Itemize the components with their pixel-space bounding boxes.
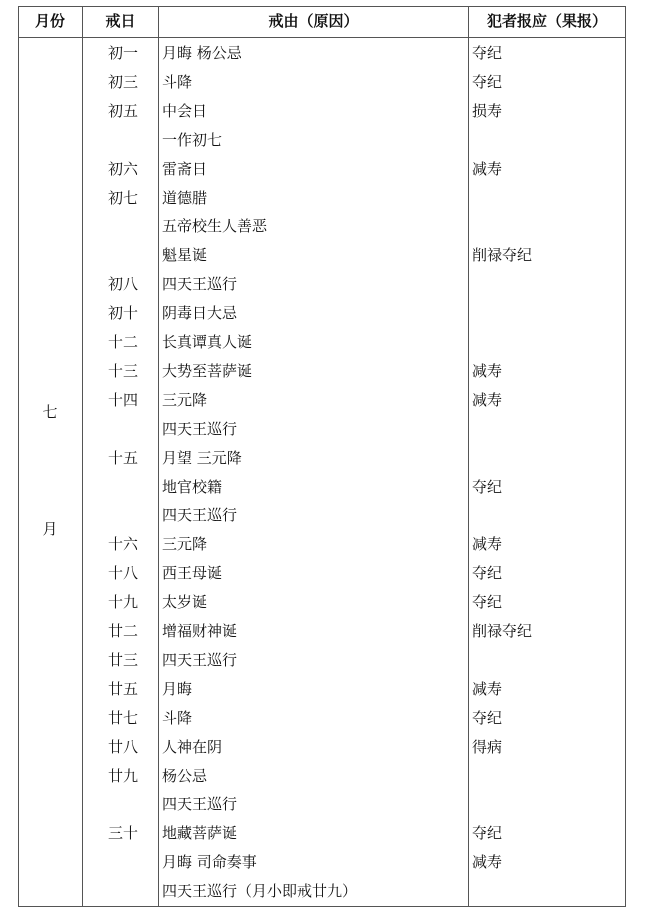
- table-cell-result: 夺纪: [472, 478, 503, 496]
- table-cell-result: 夺纪: [472, 564, 503, 582]
- table-cell-reason: 太岁诞: [162, 593, 208, 611]
- col-divider-reason: [468, 6, 469, 907]
- table-cell-day: 初八: [107, 275, 138, 293]
- table-cell-result: 夺纪: [472, 73, 503, 91]
- table-cell-result: 削禄夺纪: [472, 622, 533, 640]
- header-bottom-border: [18, 37, 626, 38]
- table-cell-reason: 大势至菩萨诞: [162, 362, 253, 380]
- table-cell-day: 三十: [107, 824, 138, 842]
- table-cell-reason: 道德腊: [162, 189, 208, 207]
- table-cell-reason: 三元降: [162, 391, 208, 409]
- table-cell-reason: 月望 三元降: [162, 449, 242, 467]
- table-cell-day: 十三: [107, 362, 138, 380]
- table-cell-result: 减寿: [472, 535, 503, 553]
- table-cell-day: 廿二: [107, 622, 138, 640]
- table-cell-result: 减寿: [472, 853, 503, 871]
- month-label-char-2: 月: [42, 520, 58, 538]
- table-cell-reason: 人神在阴: [162, 738, 223, 756]
- table-cell-day: 廿三: [107, 651, 138, 669]
- table-cell-reason: 四天王巡行: [162, 651, 238, 669]
- table-cell-reason: 长真谭真人诞: [162, 333, 253, 351]
- table-cell-reason: 三元降: [162, 535, 208, 553]
- table-cell-day: 初六: [107, 160, 138, 178]
- table-cell-result: 减寿: [472, 391, 503, 409]
- table-cell-reason: 斗降: [162, 709, 193, 727]
- table-cell-reason: 雷斋日: [162, 160, 208, 178]
- table-cell-reason: 地藏菩萨诞: [162, 824, 238, 842]
- precept-table: [18, 6, 626, 907]
- table-cell-day: 廿九: [107, 767, 138, 785]
- table-cell-result: 夺纪: [472, 709, 503, 727]
- table-right-border: [625, 6, 626, 907]
- table-cell-result: 得病: [472, 738, 503, 756]
- month-label-char-1: 七: [42, 403, 58, 421]
- table-cell-reason: 四天王巡行: [162, 275, 238, 293]
- header-reason: 戒由（原因）: [268, 12, 359, 30]
- table-cell-day: 十九: [107, 593, 138, 611]
- table-cell-day: 初十: [107, 304, 138, 322]
- table-cell-reason: 月晦: [162, 680, 193, 698]
- table-cell-day: 十六: [107, 535, 138, 553]
- table-cell-reason: 增福财神诞: [162, 622, 238, 640]
- table-cell-day: 廿八: [107, 738, 138, 756]
- table-cell-result: 减寿: [472, 160, 503, 178]
- table-cell-result: 夺纪: [472, 824, 503, 842]
- col-divider-month: [82, 6, 83, 907]
- table-cell-day: 初三: [107, 73, 138, 91]
- table-cell-day: 初一: [107, 44, 138, 62]
- table-cell-reason: 西王母诞: [162, 564, 223, 582]
- header-day: 戒日: [105, 12, 136, 30]
- table-cell-day: 十八: [107, 564, 138, 582]
- table-cell-reason: 阴毒日大忌: [162, 304, 238, 322]
- table-bottom-border: [18, 906, 626, 907]
- header-month: 月份: [34, 12, 65, 30]
- table-cell-reason: 四天王巡行（月小即戒廿九）: [162, 882, 358, 900]
- table-cell-reason: 四天王巡行: [162, 795, 238, 813]
- table-cell-day: 初五: [107, 102, 138, 120]
- table-cell-reason: 中会日: [162, 102, 208, 120]
- table-cell-day: 初七: [107, 189, 138, 207]
- table-cell-reason: 月晦 司命奏事: [162, 853, 257, 871]
- table-left-border: [18, 6, 19, 907]
- table-cell-day: 十二: [107, 333, 138, 351]
- table-cell-reason: 杨公忌: [162, 767, 208, 785]
- table-cell-day: 廿七: [107, 709, 138, 727]
- table-cell-reason: 月晦 杨公忌: [162, 44, 242, 62]
- table-cell-result: 夺纪: [472, 593, 503, 611]
- table-cell-day: 十五: [107, 449, 138, 467]
- table-cell-day: 廿五: [107, 680, 138, 698]
- table-cell-result: 损寿: [472, 102, 503, 120]
- table-cell-day: 十四: [107, 391, 138, 409]
- table-cell-reason: 四天王巡行: [162, 506, 238, 524]
- table-cell-reason: 一作初七: [162, 131, 223, 149]
- table-cell-result: 减寿: [472, 680, 503, 698]
- col-divider-day: [158, 6, 159, 907]
- table-cell-result: 夺纪: [472, 44, 503, 62]
- table-cell-result: 减寿: [472, 362, 503, 380]
- table-cell-result: 削禄夺纪: [472, 246, 533, 264]
- table-cell-reason: 五帝校生人善恶: [162, 217, 268, 235]
- table-cell-reason: 斗降: [162, 73, 193, 91]
- table-cell-reason: 魁星诞: [162, 246, 208, 264]
- table-cell-reason: 地官校籍: [162, 478, 223, 496]
- header-result: 犯者报应（果报）: [486, 12, 607, 30]
- table-cell-reason: 四天王巡行: [162, 420, 238, 438]
